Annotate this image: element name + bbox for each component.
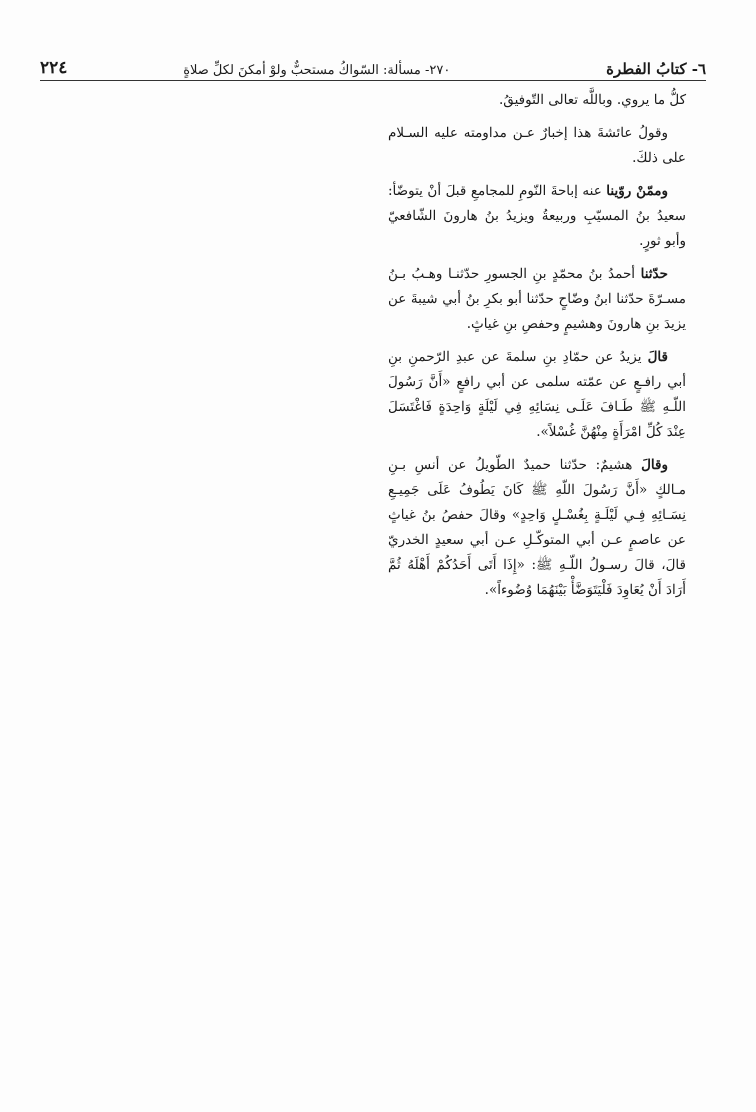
paragraph-text: أحمدُ بنُ محمّدٍ بنِ الجسورِ حدّثنـا وهـبُ بـنُ مسـرّةَ حدّثنا ابنُ وضّاحٍ حدّثنا أبو بكرِ بنُ أبي شيبةَ عن يزيدَ بنِ هارونَ وهشيمٍ وحفصِ بنِ غياثٍ. [388,266,686,332]
paragraph-lead: وممّنْ روّينا [606,183,668,199]
chapter-title: ٦- كتابُ الفطرة [606,60,706,78]
paragraph-lead: قالَ [647,349,668,365]
paragraph [388,179,686,254]
body-text [40,88,726,611]
header-rule [40,80,706,81]
paragraph [388,345,686,445]
section-title: ٢٧٠- مسألة: السّواكُ مستحبٌّ ولوْ أمكنَ لكلِّ صلاةٍ [183,63,451,78]
paragraph-text: كلُّ ما يروي. وباللَّه تعالى التّوفيقُ. [499,92,686,108]
paragraph [388,121,686,171]
paragraph-text: يزيدُ عن حمّادِ بنِ سلمةَ عن عبدِ الرّحمنِ بنِ أبي رافـعٍ عن عمّته سلمى عن أبي رافعٍ «أَنَّ رَسُولَ اللّـهِ ﷺ طَـافَ عَلَـى نِسَائِهِ فِي لَيْلَةٍ وَاحِدَةٍ فَاغْتَسَلَ عِنْدَ كُلِّ امْرَأَةٍ مِنْهُنَّ غُسْلاً». [388,349,686,440]
paragraph-text: عنه إباحةَ النّومِ للمجامعِ قبلَ أنْ يتوضّأ: سعيدُ بنُ المسيّبِ وربيعةُ ويزيدُ بنُ هارونَ الشّافعيّ وأبو ثورٍ. [388,183,686,249]
paragraph [388,88,686,113]
running-header [40,50,706,78]
paragraph [388,262,686,337]
paragraph-text: وقولُ عائشةَ هذا إخبارٌ عـن مداومته عليه السـلام على ذلكَ. [388,125,686,166]
paragraph-lead: وقالَ [641,457,668,473]
paragraph-lead: حدّثنا [640,266,668,282]
paragraph [388,453,686,603]
page-number: ٢٢٤ [40,58,68,78]
paragraph-text: هشيمٌ: حدّثنا حميدٌ الطّويلُ عن أنسِ بـنِ مـالكٍ «أَنَّ رَسُولَ اللّهِ ﷺ كَانَ يَطُوفُ عَلَى جَمِيـعِ نِسَـائِهِ فِـي لَيْلَـةٍ بِغُسْـلٍ وَاحِدٍ» وقالَ حفصُ بنُ غياثٍ عن عاصمٍ عـن أبي المتوكّـلِ عـن أبي سعيدٍ الخدريّ قالَ، قالَ رسـولُ اللّـهِ ﷺ: «إِذَا أَتَى أَحَدُكُمْ أَهْلَهُ ثُمَّ أَرَادَ أَنْ يُعَاوِدَ فَلْيَتَوَضَّأْ بَيْنَهُمَا وُضُوءاً». [388,457,686,598]
